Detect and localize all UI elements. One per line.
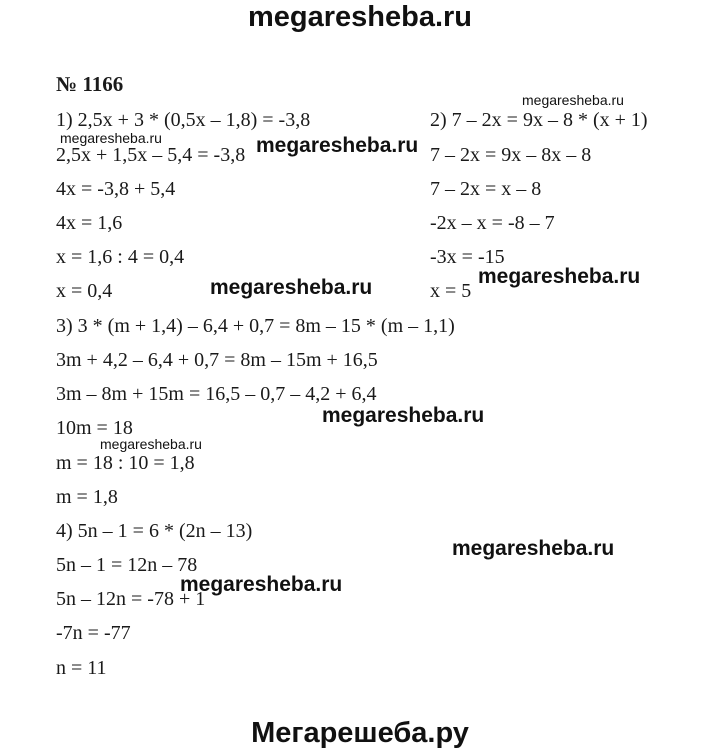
part3-line-2: 3m + 4,2 – 6,4 + 0,7 = 8m – 15m + 16,5 [56,349,378,371]
watermark-small: megaresheba.ru [60,130,162,146]
watermark-large: megaresheba.ru [452,537,615,560]
watermark-large: megaresheba.ru [322,404,485,427]
part4-line-5: n = 11 [56,657,107,679]
part2-line-2: 7 – 2x = 9x – 8x – 8 [430,144,592,166]
part1-line-4: 4x = 1,6 [56,212,123,234]
part3-line-4: 10m = 18 [56,417,133,439]
part1-line-6: x = 0,4 [56,280,113,302]
watermark-large: megaresheba.ru [256,134,419,157]
part1-line-5: x = 1,6 : 4 = 0,4 [56,246,185,268]
watermark-small: megaresheba.ru [100,436,202,452]
site-header: megaresheba.ru [247,1,473,33]
watermark-large: megaresheba.ru [478,265,641,288]
part1-line-2: 2,5x + 1,5x – 5,4 = -3,8 [56,144,246,166]
part3-line-1: 3) 3 * (m + 1,4) – 6,4 + 0,7 = 8m – 15 * (m – 1,1) [56,315,455,337]
watermark-small: megaresheba.ru [522,92,624,108]
watermark-large: megaresheba.ru [210,276,373,299]
part2-line-1: 2) 7 – 2x = 9x – 8 * (x + 1) [430,109,648,131]
part2-line-5: -3x = -15 [430,246,505,268]
part4-line-3: 5n – 12n = -78 + 1 [56,588,206,610]
part2-line-3: 7 – 2x = x – 8 [430,178,542,200]
part3-line-3: 3m – 8m + 15m = 16,5 – 0,7 – 4,2 + 6,4 [56,383,377,405]
part4-line-1: 4) 5n – 1 = 6 * (2n – 13) [56,520,253,542]
part4-line-2: 5n – 1 = 12n – 78 [56,554,198,576]
part3-line-5: m = 18 : 10 = 1,8 [56,452,195,474]
part4-line-4: -7n = -77 [56,622,131,644]
site-footer: Мегарешеба.ру [251,717,469,749]
part3-line-6: m = 1,8 [56,486,118,508]
part2-line-4: -2x – x = -8 – 7 [430,212,555,234]
watermark-large: megaresheba.ru [180,573,343,596]
part2-line-6: x = 5 [430,280,472,302]
problem-number: № 1166 [56,72,124,96]
part1-line-3: 4x = -3,8 + 5,4 [56,178,176,200]
part1-line-1: 1) 2,5x + 3 * (0,5x – 1,8) = -3,8 [56,109,311,131]
